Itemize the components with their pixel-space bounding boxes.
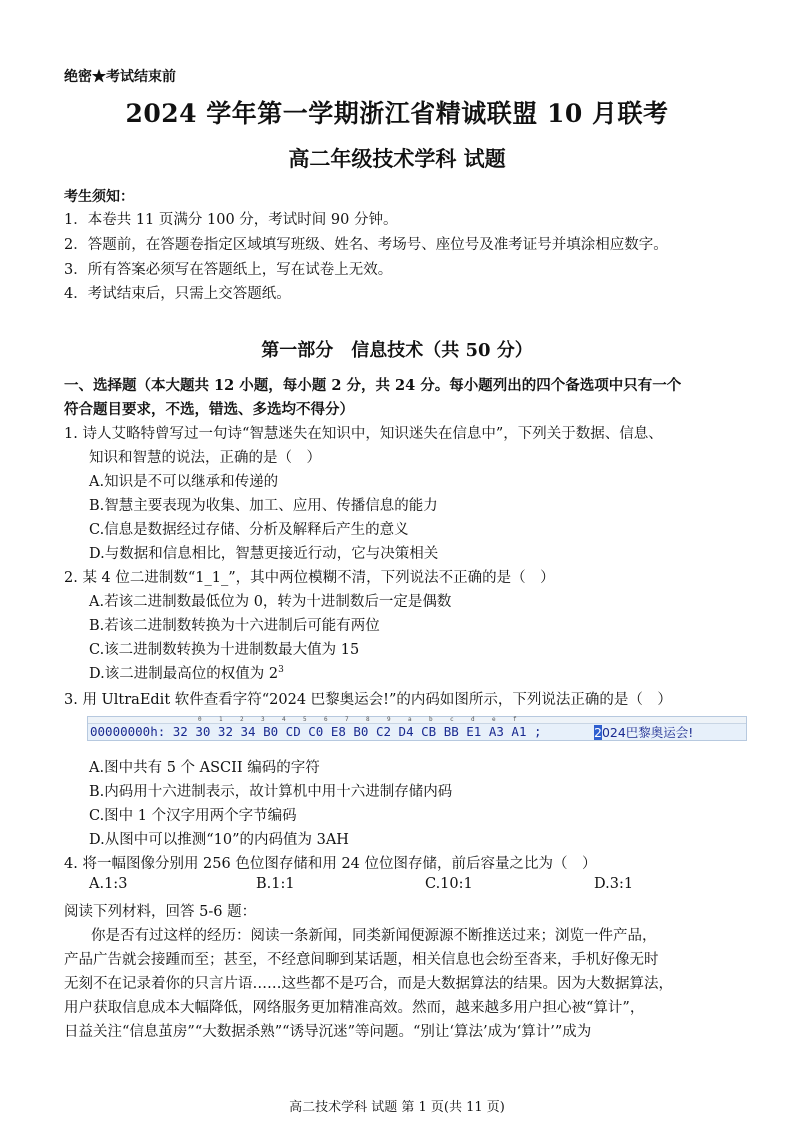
- reading-line: 无刻不在记录着你的只言片语……这些都不是巧合，而是大数据算法的结果。因为大数据算法，: [64, 976, 673, 992]
- q4-option-c: C.10:1: [425, 876, 473, 892]
- reading-line: 日益关注“信息茧房”“大数据杀熟”“诱导沉迷”等问题。“别让‘算法’成为‘算计’”成为: [64, 1024, 592, 1040]
- q2-option-b: B.若该二进制数转换为十六进制后可能有两位: [89, 618, 380, 634]
- hex-ruler-tick: 5: [303, 716, 307, 723]
- q2-option-d: [89, 662, 284, 683]
- q3-option-d: D.从图中可以推测“10”的内码值为 3AH: [89, 832, 349, 848]
- hex-ruler-tick: e: [492, 716, 496, 723]
- reading-line: 产品广告就会接踵而至；甚至，不经意间聊到某话题，相关信息也会纷至沓来，手机好像无时: [64, 952, 659, 968]
- hex-viewer: [87, 716, 747, 741]
- q1-option-c: C.信息是数据经过存储、分析及解释后产生的意义: [89, 522, 409, 538]
- reading-line: 你是否有过这样的经历：阅读一条新闻，同类新闻便源源不断推送过来；浏览一件产品，: [91, 928, 657, 944]
- q3-option-c: C.图中 1 个汉字用两个字节编码: [89, 808, 297, 824]
- q2-option-d-exponent: 3: [278, 665, 284, 676]
- notice-item: 3．所有答案必须写在答题纸上，写在试卷上无效。: [64, 262, 393, 278]
- hex-ruler-tick: 4: [282, 716, 286, 723]
- part-title: 第一部分 信息技术（共 50 分）: [261, 340, 533, 361]
- q2-option-c: C.该二进制数转换为十进制数最大值为 15: [89, 642, 360, 658]
- hex-bytes-line: 00000000h: 32 30 32 34 B0 CD C0 E8 B0 C2 D4 CB BB E1 A3 A1 ;: [90, 724, 542, 739]
- hex-chars: [594, 723, 693, 741]
- reading-intro: 阅读下列材料，回答 5-6 题：: [64, 904, 257, 920]
- q2-option-d-text: D.该二进制最高位的权值为 2: [89, 666, 279, 682]
- hex-chars-rest: 024巴黎奥运会!: [601, 725, 694, 740]
- q4-option-a: A.1:3: [89, 876, 128, 892]
- q4-option-d: D.3:1: [594, 876, 634, 892]
- confidential-label: 绝密★考试结束前: [64, 69, 176, 85]
- section-heading: 一、选择题（本大题共 12 小题，每小题 2 分，共 24 分。每小题列出的四个备选项中只有一个: [64, 377, 682, 394]
- hex-ruler-tick: 2: [240, 716, 244, 723]
- notice-item: 1．本卷共 11 页满分 100 分，考试时间 90 分钟。: [64, 212, 398, 228]
- q1-stem-cont: 知识和智慧的说法，正确的是（ ）: [89, 450, 321, 466]
- hex-ruler-tick: b: [429, 716, 433, 723]
- hex-ruler-tick: c: [450, 716, 454, 723]
- notice-item: 2．答题前，在答题卷指定区域填写班级、姓名、考场号、座位号及准考证号并填涂相应数字。: [64, 237, 668, 253]
- q1-option-b: B.智慧主要表现为收集、加工、应用、传播信息的能力: [89, 498, 438, 514]
- reading-line: 用户获取信息成本大幅降低，网络服务更加精准高效。然而，越来越多用户担心被“算计”，: [64, 1000, 645, 1016]
- notice-heading: 考生须知：: [64, 189, 134, 205]
- hex-ruler-tick: 0: [198, 716, 202, 723]
- q4-stem: 4. 将一幅图像分别用 256 色位图存储和用 24 位位图存储，前后容量之比为（ ）: [64, 856, 597, 872]
- q3-option-b: B.内码用十六进制表示，故计算机中用十六进制存储内码: [89, 784, 453, 800]
- q1-option-a: A.知识是不可以继承和传递的: [89, 474, 279, 490]
- hex-chars-selected: 2: [594, 725, 602, 740]
- page-footer: 高二技术学科 试题 第 1 页(共 11 页): [289, 1100, 505, 1115]
- q2-option-a: A.若该二进制数最低位为 0，转为十进制数后一定是偶数: [89, 594, 452, 610]
- hex-ruler-tick: 7: [345, 716, 349, 723]
- hex-ruler-tick: 1: [219, 716, 223, 723]
- hex-ruler-tick: a: [408, 716, 412, 723]
- hex-ruler-tick: 6: [324, 716, 328, 723]
- hex-ruler-tick: d: [471, 716, 475, 723]
- q3-option-a: A.图中共有 5 个 ASCII 编码的字符: [89, 760, 320, 776]
- q2-stem: 2. 某 4 位二进制数“1_1_”，其中两位模糊不清，下列说法不正确的是（ ）: [64, 570, 555, 586]
- section-heading-cont: 符合题目要求，不选，错选、多选均不得分）: [64, 401, 354, 418]
- q1-option-d: D.与数据和信息相比，智慧更接近行动，它与决策相关: [89, 546, 439, 562]
- notice-item: 4．考试结束后，只需上交答题纸。: [64, 286, 291, 302]
- hex-ruler-tick: 9: [387, 716, 391, 723]
- hex-ruler-tick: 8: [366, 716, 370, 723]
- hex-ruler-tick: f: [513, 716, 517, 723]
- q4-option-b: B.1:1: [256, 876, 295, 892]
- hex-ruler-tick: 3: [261, 716, 265, 723]
- exam-title: 2024 学年第一学期浙江省精诚联盟 10 月联考: [125, 99, 669, 128]
- exam-subtitle: 高二年级技术学科 试题: [288, 146, 506, 171]
- q3-stem: 3. 用 UltraEdit 软件查看字符“2024 巴黎奥运会!”的内码如图所示，下列说法正确的是（ ）: [64, 692, 672, 708]
- q1-stem: 1. 诗人艾略特曾写过一句诗“智慧迷失在知识中，知识迷失在信息中”，下列关于数据、信息、: [64, 426, 663, 442]
